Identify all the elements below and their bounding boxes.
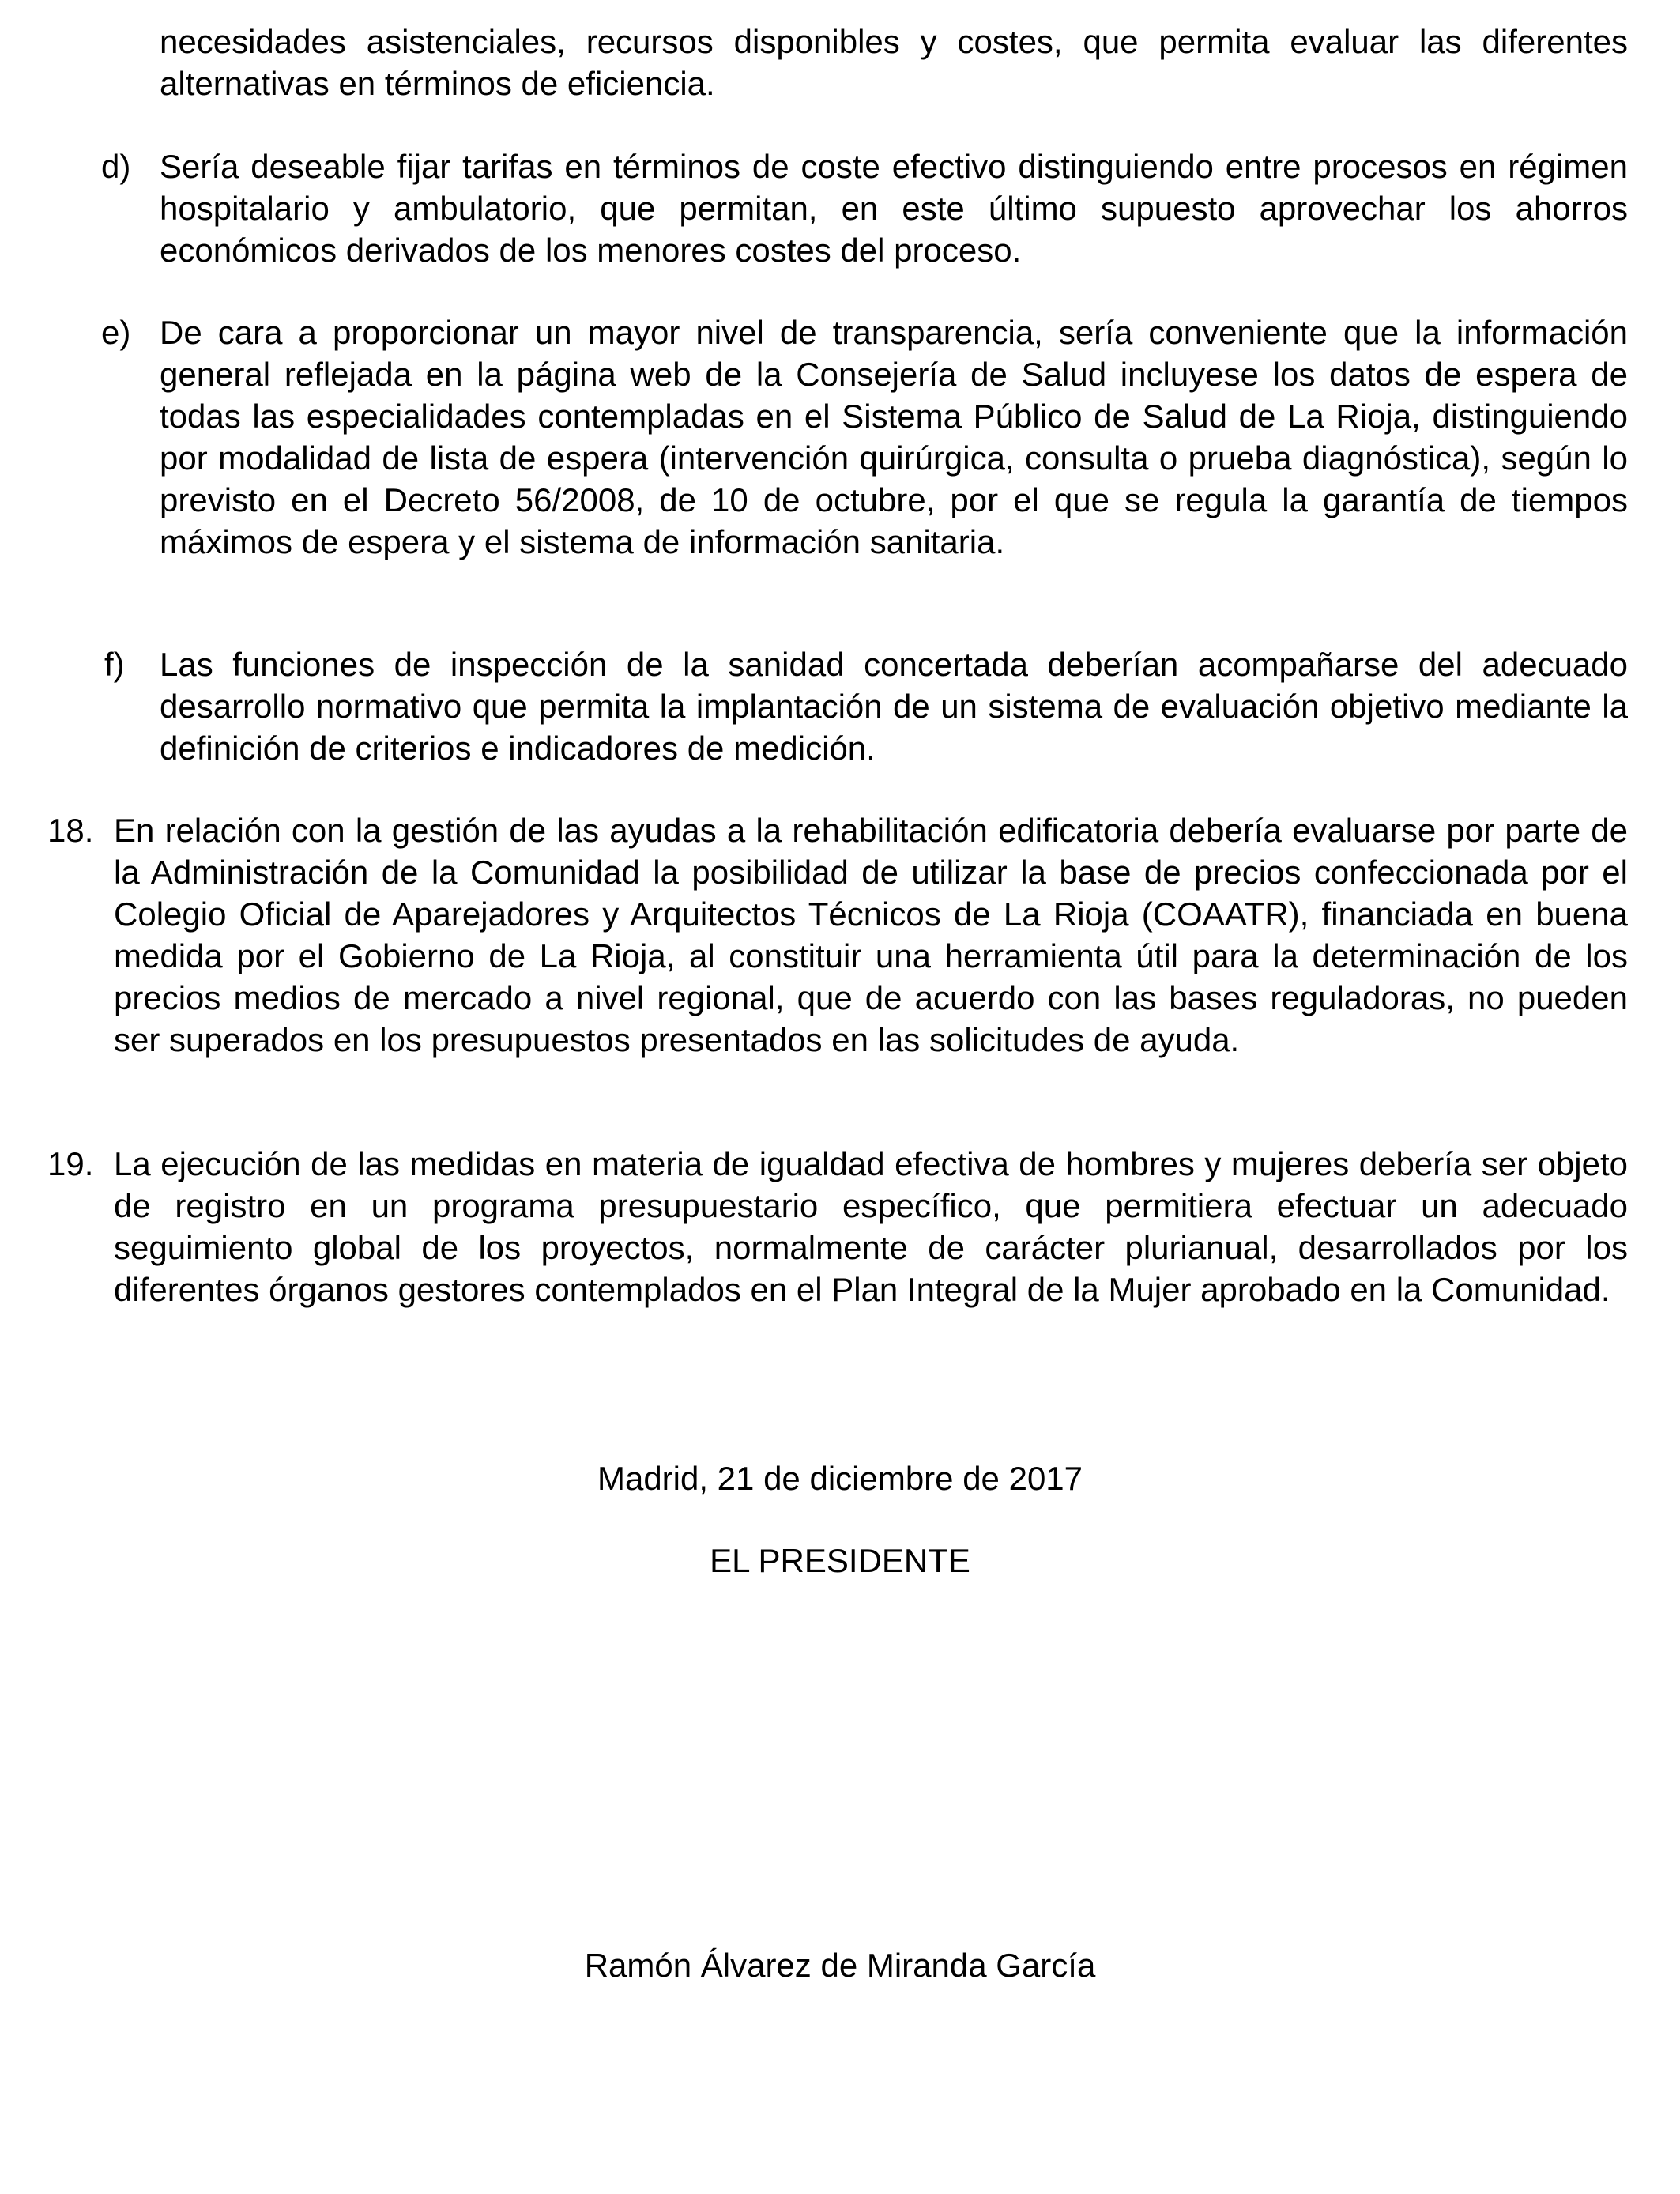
subitem-e-text: De cara a proporcionar un mayor nivel de transparencia, sería conveniente que la información general reflejada en la página web de la Consejería de Salud incluyese los datos de espera de todas las especialidades contempladas en el Sistema Público de Salud de La Rioja, distinguiendo por modalidad de lista de espera (intervención quirúrgica, consulta o prueba diagnóstica), según lo previsto en el Decreto 56/2008, de 10 de octubre, por el que se regula la garantía de tiempos máximos de espera y el sistema de información sanitaria. — [160, 314, 1628, 560]
place-date: Madrid, 21 de diciembre de 2017 — [597, 1460, 1083, 1497]
item-18-text: En relación con la gestión de las ayudas a la rehabilitación edificatoria debería evaluarse por parte de la Administración de la Comunidad la posibilidad de utilizar la base de precios confeccionada por el Colegio Oficial de Aparejadores y Arquitectos Técnicos de La Rioja (COAATR), financiada en buena medida por el Gobierno de La Rioja, al constituir una herramienta útil para la determinación de los precios medios de mercado a nivel regional, que de acuerdo con las bases reguladoras, no pueden ser superados en los presupuestos presentados en las solicitudes de ayuda. — [114, 812, 1628, 1058]
subitem-d-marker: d) — [101, 148, 131, 185]
subitem-f-marker: f) — [104, 646, 125, 683]
subitem-f-text: Las funciones de inspección de la sanidad concertada deberían acompañarse del adecuado desarrollo normativo que permita la implantación de un sistema de evaluación objetivo mediante la definición de criterios e indicadores de medición. — [160, 646, 1628, 767]
continuation-paragraph: necesidades asistenciales, recursos disponibles y costes, que permita evaluar las diferentes alternativas en términos de eficiencia. — [160, 23, 1628, 102]
item-19-text: La ejecución de las medidas en materia de igualdad efectiva de hombres y mujeres debería ser objeto de registro en un programa presupuestario específico, que permitiera efectuar un adecuado seguimiento global de los proyectos, normalmente de carácter plurianual, desarrollados por los diferentes órganos gestores contemplados en el Plan Integral de la Mujer aprobado en la Comunidad. — [114, 1145, 1628, 1308]
signer-title: EL PRESIDENTE — [710, 1542, 970, 1579]
subitem-e-marker: e) — [101, 314, 131, 351]
subitem-d-text: Sería deseable fijar tarifas en términos de coste efectivo distinguiendo entre procesos en régimen hospitalario y ambulatorio, que permitan, en este último supuesto aprovechar los ahorros económicos derivados de los menores costes del proceso. — [160, 148, 1628, 269]
item-18-marker: 18. — [47, 812, 94, 849]
item-19-marker: 19. — [47, 1145, 94, 1182]
signer-name: Ramón Álvarez de Miranda García — [584, 1947, 1096, 1984]
